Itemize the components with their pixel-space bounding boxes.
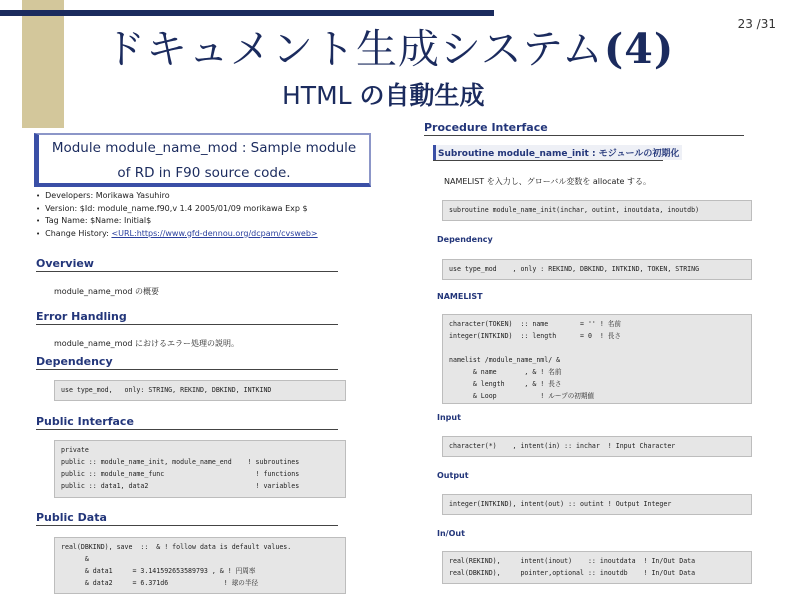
heading-namelist: NAMELIST — [437, 292, 483, 301]
decorative-tan-bar — [22, 0, 64, 128]
heading-procedure-interface: Procedure Interface — [424, 121, 548, 134]
slide-title-number: (4) — [603, 25, 675, 73]
slide-title — [104, 16, 674, 75]
rule-public-data — [36, 525, 338, 526]
code-namelist: character(TOKEN) :: name = '' ! 名前 integer(INTKIND) :: length = 0 ! 長さ namelist /module_name_nml/ & & name , & ! 名前 & length , & ! 長さ & Loop ! ループの初期値 — [442, 314, 752, 404]
code-inout: real(REKIND), intent(inout) :: inoutdata ! In/Out Data real(DBKIND), pointer,optional :: inoutdb ! In/Out Data — [442, 551, 752, 584]
slide-title-main: ドキュメント生成システム — [104, 25, 604, 73]
code-public-data: real(DBKIND), save :: & ! follow data is default values. & & data1 = 3.141592653589793 , & ! 円周率 & data2 = 6.371d6 ! 球の半径 — [54, 537, 346, 594]
code-dependency: use type_mod, only: STRING, REKIND, DBKIND, INTKIND — [54, 380, 346, 401]
meta-developers: • Developers: Morikawa Yasuhiro — [36, 190, 318, 203]
rule-dependency — [36, 369, 338, 370]
code-input: character(*) , intent(in) :: inchar ! Input Character — [442, 436, 752, 457]
history-label: Change History: — [45, 228, 112, 238]
subtitle-rest: の自動生成 — [359, 81, 485, 110]
rule-subroutine — [433, 160, 663, 161]
subroutine-heading: Subroutine module_name_init : モジュールの初期化 — [433, 145, 682, 160]
heading-right-dependency: Dependency — [437, 235, 493, 244]
heading-error-handling: Error Handling — [36, 310, 127, 323]
heading-input: Input — [437, 413, 461, 422]
heading-output: Output — [437, 471, 469, 480]
meta-change-history — [36, 228, 318, 241]
code-output: integer(INTKIND), intent(out) :: outint ! Output Integer — [442, 494, 752, 515]
heading-public-interface: Public Interface — [36, 415, 134, 428]
heading-inout: In/Out — [437, 529, 465, 538]
slide-subtitle — [282, 76, 485, 112]
heading-dependency: Dependency — [36, 355, 113, 368]
heading-public-data: Public Data — [36, 511, 107, 524]
rule-public-interface — [36, 429, 338, 430]
module-meta-list — [36, 190, 318, 240]
rule-procedure-interface — [424, 135, 744, 136]
code-right-dependency: use type_mod , only : REKIND, DBKIND, INTKIND, TOKEN, STRING — [442, 259, 752, 280]
meta-tag-name: • Tag Name: $Name: Initial$ — [36, 215, 318, 228]
rule-error-handling — [36, 324, 338, 325]
subtitle-html: HTML — [282, 81, 352, 110]
code-subroutine-signature: subroutine module_name_init(inchar, outint, inoutdata, inoutdb) — [442, 200, 752, 221]
rule-overview — [36, 271, 338, 272]
module-title-line1: Module module_name_mod : Sample module — [51, 140, 357, 156]
subroutine-description: NAMELIST を入力し、グローバル変数を allocate する。 — [444, 177, 652, 186]
page-number: 23 /31 — [737, 17, 776, 31]
heading-overview: Overview — [36, 257, 94, 270]
error-handling-text: module_name_mod におけるエラー処理の説明。 — [54, 339, 239, 348]
history-link[interactable]: <URL:https://www.gfd-dennou.org/dcpam/cvsweb> — [111, 228, 318, 238]
meta-version: • Version: $Id: module_name.f90,v 1.4 2005/01/09 morikawa Exp $ — [36, 203, 318, 216]
code-public-interface: private public :: module_name_init, module_name_end ! subroutines public :: module_name_func ! functions public :: data1, data2 ! variables — [54, 440, 346, 498]
module-title-box — [34, 133, 371, 187]
overview-text: module_name_mod の概要 — [54, 287, 159, 296]
module-title-line2: of RD in F90 source code. — [117, 165, 291, 181]
